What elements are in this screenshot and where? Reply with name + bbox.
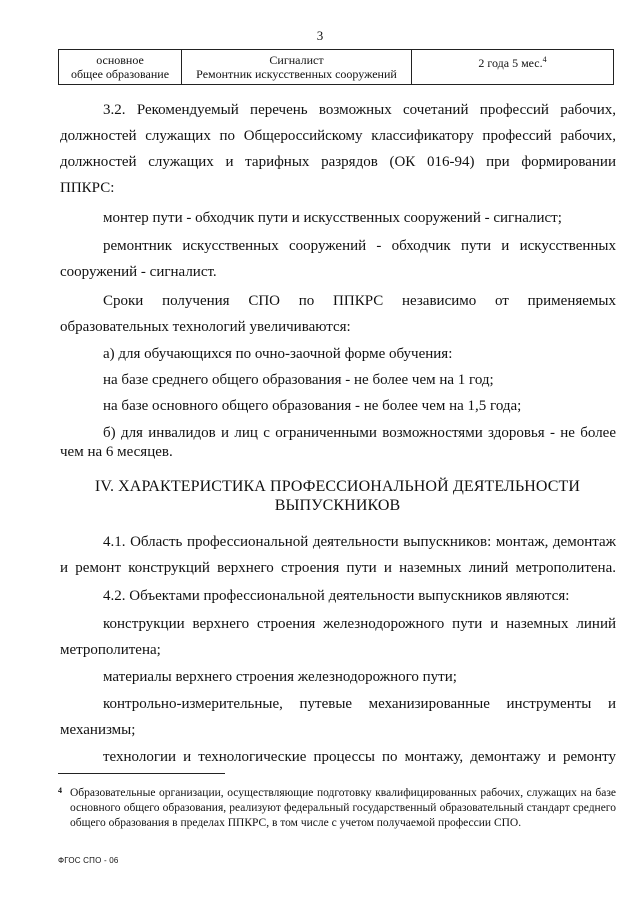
paragraph-3-2-line2: должностей служащих по Общероссийскому классификатору профессий рабочих, xyxy=(60,128,616,144)
term-item-b-line1: б) для инвалидов и лиц с ограниченными возможностями здоровья - не более xyxy=(103,425,616,441)
footnote-text: Образовательные организации, осуществляющие подготовку квалифицированных рабочих, служащих на базе основного общего образования, реализуют федеральный государственный образовательный стандарт среднего общего образования в пределах ППКРС, в том числе с учетом получаемой профессии СПО. xyxy=(70,787,616,829)
education-level-line2: общее образование xyxy=(70,67,170,81)
section-4-heading-line2: ВЫПУСКНИКОВ xyxy=(274,497,401,514)
profession-combination-2-line2: сооружений - сигналист. xyxy=(60,264,217,280)
profession-cell xyxy=(182,50,412,84)
object-2: материалы верхнего строения железнодорожного пути; xyxy=(103,669,457,685)
document-code: ФГОС СПО - 06 xyxy=(58,856,119,865)
paragraph-3-2-line1: 3.2. Рекомендуемый перечень возможных сочетаний профессий рабочих, xyxy=(103,102,616,118)
object-1-line2: метрополитена; xyxy=(60,642,161,658)
profession-combination-1: монтер пути - обходчик пути и искусственных сооружений - сигналист; xyxy=(103,210,562,226)
duration-cell xyxy=(412,50,613,84)
term-item-a2: на базе основного общего образования - не более чем на 1,5 года; xyxy=(103,398,522,414)
terms-paragraph-line1: Сроки получения СПО по ППКРС независимо от применяемых xyxy=(103,293,616,309)
page-number: 3 xyxy=(316,28,324,43)
term-item-b-line2: чем на 6 месяцев. xyxy=(60,444,173,460)
footnote-reference: 4 xyxy=(542,55,547,64)
education-level-line1: основное xyxy=(96,53,144,67)
footnote xyxy=(58,786,616,831)
footnote-separator xyxy=(58,773,225,774)
paragraph-3-2-line4: ППКРС: xyxy=(60,180,115,196)
term-item-a1: на базе среднего общего образования - не более чем на 1 год; xyxy=(103,372,494,388)
qualification-table-row xyxy=(58,49,614,85)
object-3-line1: контрольно-измерительные, путевые механизированные инструменты и xyxy=(103,696,616,712)
paragraph-4-2: 4.2. Объектами профессиональной деятельности выпускников являются: xyxy=(103,588,570,604)
profession-line2: Ремонтник искусственных сооружений xyxy=(196,67,397,81)
profession-line1: Сигналист xyxy=(269,53,324,67)
object-3-line2: механизмы; xyxy=(60,722,136,738)
object-1-line1: конструкции верхнего строения железнодорожного пути и наземных линий xyxy=(103,616,616,632)
education-level-cell xyxy=(59,50,182,84)
terms-paragraph-line2: образовательных технологий увеличиваются: xyxy=(60,319,351,335)
object-4-line1: технологии и технологические процессы по монтажу, демонтажу и ремонту xyxy=(103,749,616,765)
duration-value: 2 года 5 мес. xyxy=(478,56,543,70)
paragraph-4-1-line2: и ремонт конструкций верхнего строения пути и наземных линий метрополитена. xyxy=(60,560,616,576)
section-4-heading-line1: IV. ХАРАКТЕРИСТИКА ПРОФЕССИОНАЛЬНОЙ ДЕЯТЕЛЬНОСТИ xyxy=(94,478,581,495)
paragraph-4-1-line1: 4.1. Область профессиональной деятельности выпускников: монтаж, демонтаж xyxy=(103,534,616,550)
paragraph-3-2-line3: должностей служащих и тарифных разрядов (ОК 016-94) при формировании xyxy=(60,154,616,170)
term-item-a: а) для обучающихся по очно-заочной форме обучения: xyxy=(103,346,453,362)
footnote-mark: 4 xyxy=(58,786,62,795)
profession-combination-2-line1: ремонтник искусственных сооружений - обходчик пути и искусственных xyxy=(103,238,616,254)
